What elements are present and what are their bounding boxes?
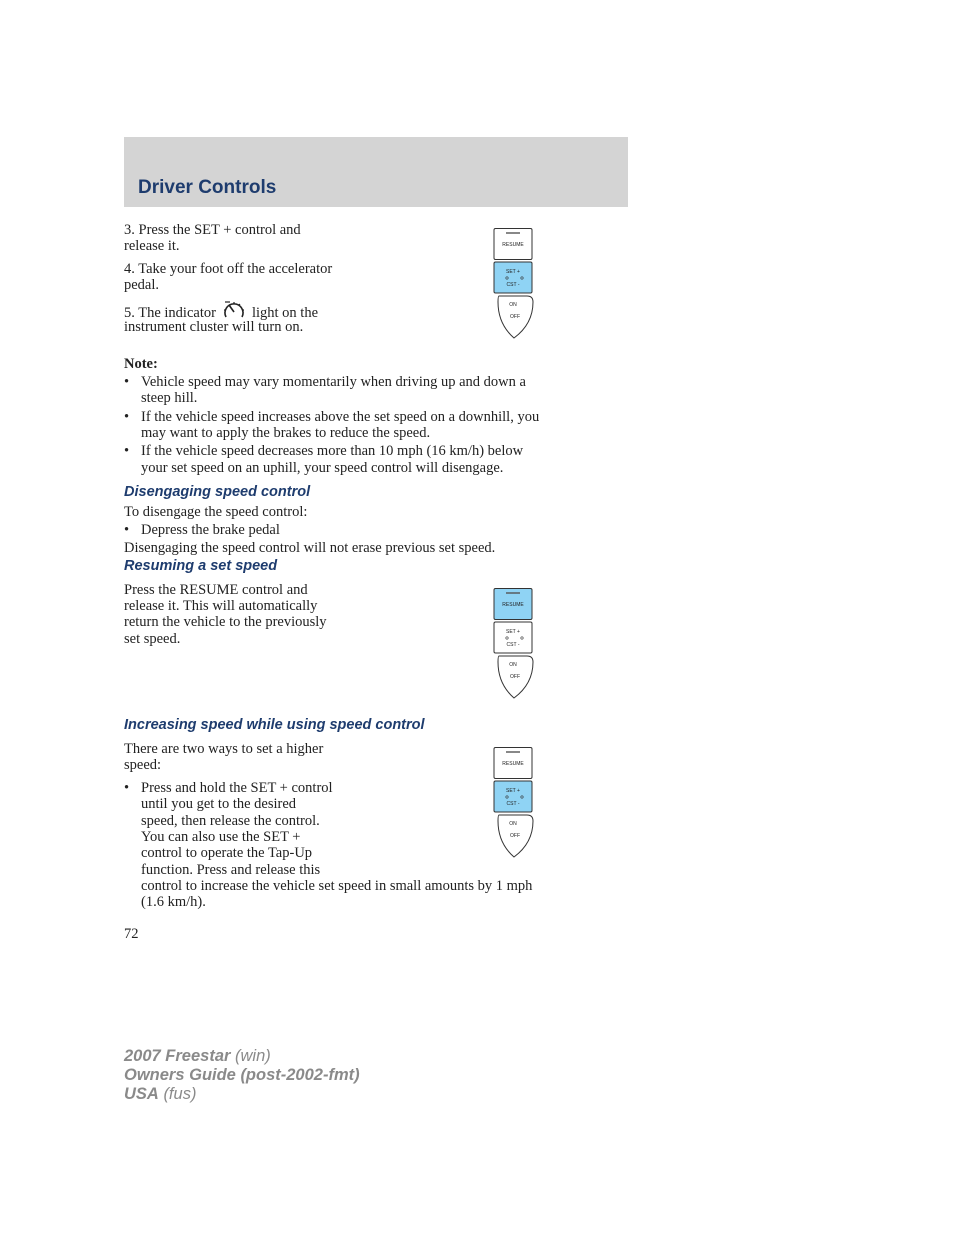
note-bullet-3-line-1: If the vehicle speed decreases more than 10 mph (16 km/h) below — [141, 443, 524, 459]
switch-resume-label: RESUME — [502, 242, 524, 248]
increasing-bullet-line-5: control to operate the Tap-Up — [141, 845, 313, 861]
increasing-heading: Increasing speed while using speed control — [124, 717, 425, 733]
step-4-line-2: pedal. — [124, 277, 160, 293]
note-bullet-1-line-2: steep hill. — [141, 390, 198, 406]
switch-cst-label: CST - — [506, 642, 520, 648]
switch-resume-label: RESUME — [502, 602, 524, 608]
section-header-band — [124, 137, 628, 207]
note-bullet-3-line-2: your set speed on an uphill, your speed control will disengage. — [141, 460, 504, 476]
switch-set-label: SET + — [506, 269, 520, 275]
switch-off-label: OFF — [510, 674, 520, 680]
footer-region: USA — [124, 1085, 159, 1103]
resuming-line-4: set speed. — [124, 631, 181, 647]
speed-control-switch-set-highlighted — [493, 228, 535, 340]
footer-region-code: (fus) — [163, 1085, 197, 1103]
footer-line-2 — [124, 1066, 360, 1085]
step-5-line-2: instrument cluster will turn on. — [124, 319, 304, 335]
disengaging-after: Disengaging the speed control will not erase previous set speed. — [124, 540, 496, 556]
switch-cst-label: CST - — [506, 801, 520, 807]
resuming-line-2: release it. This will automatically — [124, 598, 318, 614]
disengaging-bullet: Depress the brake pedal — [141, 522, 280, 538]
resuming-line-1: Press the RESUME control and — [124, 582, 308, 598]
bullet-marker: • — [124, 780, 130, 796]
switch-cst-label: CST - — [506, 282, 520, 288]
switch-on-label: ON — [509, 821, 517, 827]
switch-on-label: ON — [509, 302, 517, 308]
page-number: 72 — [124, 926, 139, 942]
increasing-intro-line-2: speed: — [124, 757, 162, 773]
resuming-heading: Resuming a set speed — [124, 558, 278, 574]
switch-off-label: OFF — [510, 314, 520, 320]
note-bullet-1-line-1: Vehicle speed may vary momentarily when driving up and down a — [141, 374, 526, 390]
step-5-text-after-icon: light on the — [251, 305, 319, 321]
bullet-marker: • — [124, 522, 130, 538]
step-5-text-before-icon: 5. The indicator — [124, 305, 216, 321]
note-bullet-2-line-1: If the vehicle speed increases above the set speed on a downhill, you — [141, 409, 540, 425]
increasing-bullet-line-6: function. Press and release this — [141, 862, 321, 878]
increasing-bullet-line-1: Press and hold the SET + control — [141, 780, 333, 796]
switch-off-label: OFF — [510, 833, 520, 839]
disengaging-heading: Disengaging speed control — [124, 484, 311, 500]
switch-set-label: SET + — [506, 788, 520, 794]
increasing-bullet-line-7: control to increase the vehicle set speed in small amounts by 1 mph — [141, 878, 533, 894]
footer-model-code: (win) — [235, 1047, 271, 1065]
disengaging-intro: To disengage the speed control: — [124, 504, 308, 520]
bullet-marker: • — [124, 443, 130, 459]
bullet-marker: • — [124, 374, 130, 390]
step-4-line-1: 4. Take your foot off the accelerator — [124, 261, 333, 277]
speed-control-switch-resume-highlighted — [493, 588, 535, 700]
section-title: Driver Controls — [138, 177, 277, 198]
switch-resume-label: RESUME — [502, 761, 524, 767]
note-bullet-2-line-2: may want to apply the brakes to reduce the speed. — [141, 425, 431, 441]
increasing-bullet-line-8: (1.6 km/h). — [141, 894, 206, 910]
switch-on-label: ON — [509, 662, 517, 668]
speed-control-switch-set-highlighted-2 — [493, 747, 535, 859]
increasing-bullet-line-4: You can also use the SET + — [141, 829, 301, 845]
step-3-line-1: 3. Press the SET + control and — [124, 222, 301, 238]
note-label: Note: — [124, 356, 158, 372]
footer-model: 2007 Freestar — [124, 1047, 231, 1065]
footer-line-1 — [124, 1047, 360, 1066]
footer-guide: Owners Guide (post-2002-fmt) — [124, 1066, 360, 1084]
bullet-marker: • — [124, 409, 130, 425]
document-footer — [124, 1047, 360, 1104]
increasing-intro-line-1: There are two ways to set a higher — [124, 741, 324, 757]
resuming-line-3: return the vehicle to the previously — [124, 614, 327, 630]
step-3-line-2: release it. — [124, 238, 180, 254]
increasing-bullet-line-2: until you get to the desired — [141, 796, 297, 812]
increasing-bullet-line-3: speed, then release the control. — [141, 813, 320, 829]
switch-set-label: SET + — [506, 629, 520, 635]
footer-line-3 — [124, 1085, 360, 1104]
